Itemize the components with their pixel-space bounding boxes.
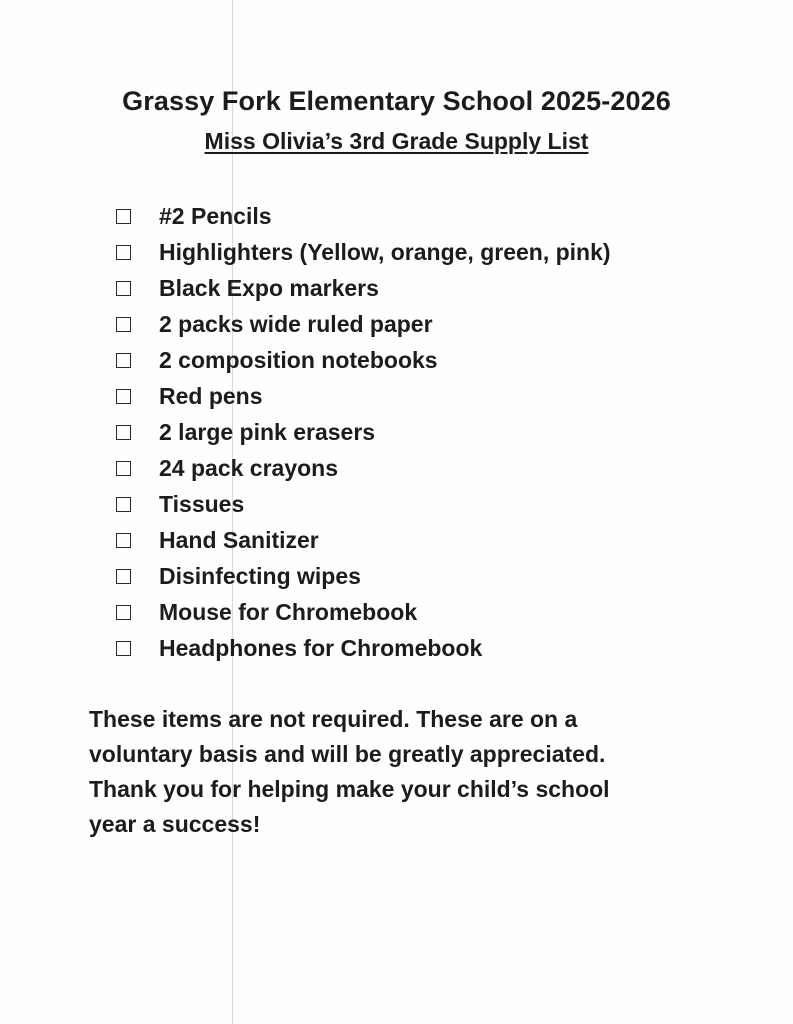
checkbox-icon [116, 389, 131, 404]
note-line: Thank you for helping make your child’s school [89, 776, 610, 802]
list-item [114, 594, 611, 630]
list-item [114, 198, 611, 234]
supply-item-label: #2 Pencils [159, 202, 272, 229]
supply-item-label: 2 large pink erasers [159, 418, 376, 445]
supply-item-label: 2 packs wide ruled paper [159, 310, 433, 337]
checkbox-icon [116, 245, 131, 260]
list-item [114, 630, 611, 666]
supply-item-label: 2 composition notebooks [159, 346, 438, 373]
list-item [114, 486, 611, 522]
checkbox-icon [116, 461, 131, 476]
checkbox-icon [116, 533, 131, 548]
supply-item-label: Disinfecting wipes [159, 562, 361, 589]
checkbox-icon [116, 497, 131, 512]
checkbox-icon [116, 641, 131, 656]
note-line: year a success! [89, 811, 261, 837]
supply-item-label: Black Expo markers [159, 274, 379, 301]
voluntary-note [89, 702, 729, 842]
checkbox-icon [116, 209, 131, 224]
checkbox-icon [116, 425, 131, 440]
checkbox-icon [116, 605, 131, 620]
list-item [114, 558, 611, 594]
supply-item-label: Hand Sanitizer [159, 526, 319, 553]
supply-item-label: Mouse for Chromebook [159, 598, 418, 625]
list-item [114, 234, 611, 270]
list-item [114, 342, 611, 378]
supply-item-label: Tissues [159, 490, 245, 517]
page-title: Grassy Fork Elementary School 2025-2026 [122, 86, 671, 116]
page-subtitle: Miss Olivia’s 3rd Grade Supply List [204, 128, 589, 154]
supply-list [114, 198, 611, 666]
checkbox-icon [116, 353, 131, 368]
list-item [114, 306, 611, 342]
list-item [114, 522, 611, 558]
supply-item-label: Red pens [159, 382, 263, 409]
supply-item-label: 24 pack crayons [159, 454, 339, 481]
list-item [114, 270, 611, 306]
note-line: voluntary basis and will be greatly appreciated. [89, 741, 606, 767]
supply-item-label: Headphones for Chromebook [159, 634, 483, 661]
note-line: These items are not required. These are on a [89, 706, 578, 732]
list-item [114, 450, 611, 486]
supply-item-label: Highlighters (Yellow, orange, green, pink) [159, 238, 611, 265]
checkbox-icon [116, 317, 131, 332]
list-item [114, 414, 611, 450]
list-item [114, 378, 611, 414]
checkbox-icon [116, 569, 131, 584]
checkbox-icon [116, 281, 131, 296]
